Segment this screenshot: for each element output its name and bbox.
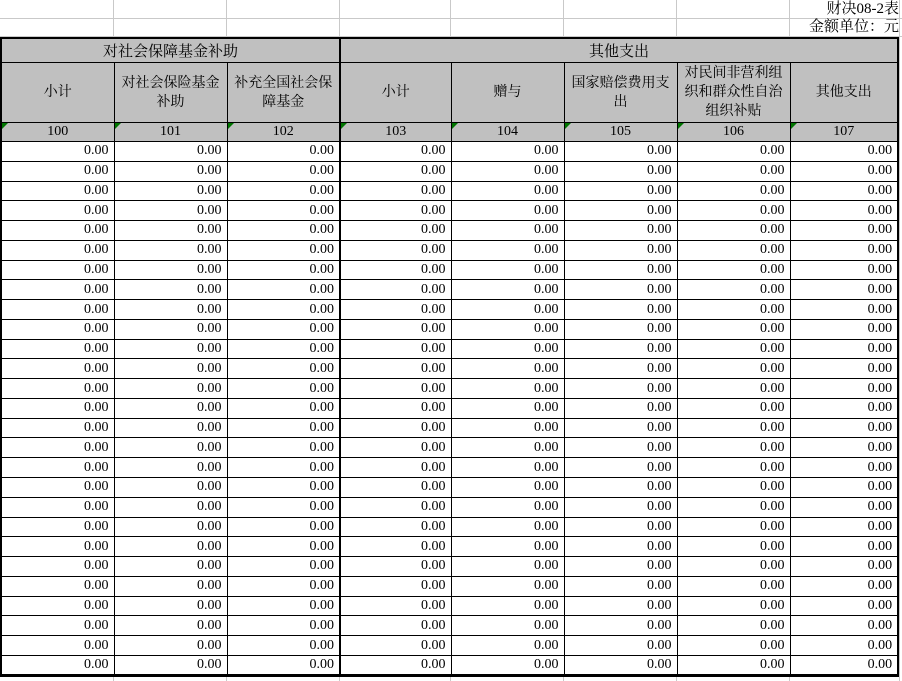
cell-value[interactable]: 0.00 <box>114 359 227 379</box>
cell-value[interactable]: 0.00 <box>790 359 898 379</box>
cell-value[interactable]: 0.00 <box>677 596 790 616</box>
cell-value[interactable]: 0.00 <box>677 616 790 636</box>
table-row <box>1 478 898 498</box>
cell-value[interactable]: 0.00 <box>114 201 227 221</box>
cell-value[interactable]: 0.00 <box>340 221 451 241</box>
cell-value[interactable]: 0.00 <box>790 398 898 418</box>
cell-value[interactable]: 0.00 <box>451 201 564 221</box>
cell-value[interactable]: 0.00 <box>1 260 114 280</box>
table-row <box>1 517 898 537</box>
cell-value[interactable]: 0.00 <box>564 359 677 379</box>
cell-value[interactable]: 0.00 <box>1 636 114 656</box>
cell-value[interactable]: 0.00 <box>227 537 340 557</box>
cell-value[interactable]: 0.00 <box>451 616 564 636</box>
cell-value[interactable]: 0.00 <box>114 497 227 517</box>
cell-value[interactable]: 0.00 <box>340 319 451 339</box>
cell-value[interactable]: 0.00 <box>564 616 677 636</box>
table-body <box>1 142 898 676</box>
cell-value[interactable]: 0.00 <box>677 201 790 221</box>
cell-value[interactable]: 0.00 <box>677 537 790 557</box>
cell-value[interactable]: 0.00 <box>790 240 898 260</box>
cell-value[interactable]: 0.00 <box>790 379 898 399</box>
cell-value[interactable]: 0.00 <box>451 458 564 478</box>
table-row <box>1 636 898 656</box>
cell-value[interactable]: 0.00 <box>790 478 898 498</box>
cell-value[interactable]: 0.00 <box>451 517 564 537</box>
cell-value[interactable]: 0.00 <box>451 418 564 438</box>
cell-value[interactable]: 0.00 <box>1 359 114 379</box>
cell-value[interactable]: 0.00 <box>677 280 790 300</box>
column-header-donation[interactable]: 赠与 <box>451 63 564 123</box>
cell-value[interactable]: 0.00 <box>227 142 340 162</box>
cell-value[interactable]: 0.00 <box>451 300 564 320</box>
cell-value[interactable]: 0.00 <box>564 379 677 399</box>
code-text: 103 <box>385 124 407 139</box>
cell-value[interactable]: 0.00 <box>677 181 790 201</box>
cell-value[interactable]: 0.00 <box>451 142 564 162</box>
gridline <box>0 18 902 19</box>
column-header-state-compensation[interactable]: 国家赔偿费用支出 <box>564 63 677 123</box>
cell-value[interactable]: 0.00 <box>564 142 677 162</box>
cell-value[interactable]: 0.00 <box>677 517 790 537</box>
cell-value[interactable]: 0.00 <box>227 201 340 221</box>
cell-value[interactable]: 0.00 <box>227 438 340 458</box>
cell-value[interactable]: 0.00 <box>677 240 790 260</box>
cell-value[interactable]: 0.00 <box>227 576 340 596</box>
cell-value[interactable]: 0.00 <box>1 240 114 260</box>
table-row <box>1 379 898 399</box>
table-row <box>1 240 898 260</box>
column-code-100[interactable] <box>1 123 114 142</box>
cell-value[interactable]: 0.00 <box>227 497 340 517</box>
cell-value[interactable]: 0.00 <box>451 240 564 260</box>
column-code-101[interactable] <box>114 123 227 142</box>
cell-value[interactable]: 0.00 <box>1 497 114 517</box>
cell-value[interactable]: 0.00 <box>340 517 451 537</box>
cell-value[interactable]: 0.00 <box>340 557 451 577</box>
cell-value[interactable]: 0.00 <box>227 478 340 498</box>
cell-value[interactable]: 0.00 <box>340 655 451 675</box>
cell-value[interactable]: 0.00 <box>114 280 227 300</box>
cell-value[interactable]: 0.00 <box>1 596 114 616</box>
cell-value[interactable]: 0.00 <box>114 161 227 181</box>
table-row <box>1 280 898 300</box>
cell-value[interactable]: 0.00 <box>790 576 898 596</box>
cell-value[interactable]: 0.00 <box>790 418 898 438</box>
cell-value[interactable]: 0.00 <box>564 181 677 201</box>
cell-value[interactable]: 0.00 <box>227 636 340 656</box>
cell-value[interactable]: 0.00 <box>451 478 564 498</box>
cell-value[interactable]: 0.00 <box>677 478 790 498</box>
cell-value[interactable]: 0.00 <box>564 339 677 359</box>
cell-value[interactable]: 0.00 <box>451 221 564 241</box>
code-text: 100 <box>47 124 69 139</box>
cell-value[interactable]: 0.00 <box>564 161 677 181</box>
cell-value[interactable]: 0.00 <box>451 438 564 458</box>
cell-value[interactable]: 0.00 <box>340 142 451 162</box>
cell-value[interactable]: 0.00 <box>1 655 114 675</box>
cell-value[interactable]: 0.00 <box>677 142 790 162</box>
cell-value[interactable]: 0.00 <box>677 260 790 280</box>
code-text: 106 <box>723 124 745 139</box>
error-marker-icon <box>115 123 121 129</box>
cell-value[interactable]: 0.00 <box>1 557 114 577</box>
cell-value[interactable]: 0.00 <box>790 517 898 537</box>
cell-value[interactable]: 0.00 <box>227 280 340 300</box>
column-code-102[interactable] <box>227 123 340 142</box>
table-row <box>1 655 898 675</box>
cell-value[interactable]: 0.00 <box>114 260 227 280</box>
cell-value[interactable]: 0.00 <box>564 260 677 280</box>
cell-value[interactable]: 0.00 <box>227 339 340 359</box>
cell-value[interactable]: 0.00 <box>227 240 340 260</box>
cell-value[interactable]: 0.00 <box>790 161 898 181</box>
cell-value[interactable]: 0.00 <box>564 596 677 616</box>
cell-value[interactable]: 0.00 <box>114 221 227 241</box>
cell-value[interactable]: 0.00 <box>340 181 451 201</box>
cell-value[interactable]: 0.00 <box>340 161 451 181</box>
cell-value[interactable]: 0.00 <box>564 497 677 517</box>
cell-value[interactable]: 0.00 <box>227 161 340 181</box>
cell-value[interactable]: 0.00 <box>1 517 114 537</box>
cell-value[interactable]: 0.00 <box>340 616 451 636</box>
cell-value[interactable]: 0.00 <box>451 398 564 418</box>
cell-value[interactable]: 0.00 <box>564 557 677 577</box>
report-table <box>0 37 899 677</box>
group-header-other-expenditure[interactable]: 其他支出 <box>340 38 898 63</box>
cell-value[interactable]: 0.00 <box>114 557 227 577</box>
table-row <box>1 221 898 241</box>
cell-value[interactable]: 0.00 <box>114 339 227 359</box>
cell-value[interactable]: 0.00 <box>227 359 340 379</box>
cell-value[interactable]: 0.00 <box>340 478 451 498</box>
cell-value[interactable]: 0.00 <box>340 458 451 478</box>
cell-value[interactable]: 0.00 <box>340 497 451 517</box>
cell-value[interactable]: 0.00 <box>1 398 114 418</box>
cell-value[interactable]: 0.00 <box>114 636 227 656</box>
cell-value[interactable]: 0.00 <box>790 458 898 478</box>
cell-value[interactable]: 0.00 <box>677 300 790 320</box>
code-text: 101 <box>160 124 181 139</box>
cell-value[interactable]: 0.00 <box>227 260 340 280</box>
cell-value[interactable]: 0.00 <box>790 280 898 300</box>
cell-value[interactable]: 0.00 <box>340 398 451 418</box>
cell-value[interactable]: 0.00 <box>114 458 227 478</box>
cell-value[interactable]: 0.00 <box>227 596 340 616</box>
cell-value[interactable]: 0.00 <box>227 655 340 675</box>
cell-value[interactable]: 0.00 <box>677 418 790 438</box>
table-row <box>1 398 898 418</box>
error-marker-icon <box>791 123 797 129</box>
cell-value[interactable]: 0.00 <box>340 359 451 379</box>
cell-value[interactable]: 0.00 <box>340 537 451 557</box>
error-marker-icon <box>2 123 8 129</box>
cell-value[interactable]: 0.00 <box>564 221 677 241</box>
cell-value[interactable]: 0.00 <box>677 359 790 379</box>
cell-value[interactable]: 0.00 <box>1 161 114 181</box>
cell-value[interactable]: 0.00 <box>340 280 451 300</box>
cell-value[interactable]: 0.00 <box>790 438 898 458</box>
cell-value[interactable]: 0.00 <box>790 142 898 162</box>
table-row <box>1 537 898 557</box>
cell-value[interactable]: 0.00 <box>1 221 114 241</box>
cell-value[interactable]: 0.00 <box>114 181 227 201</box>
cell-value[interactable]: 0.00 <box>564 280 677 300</box>
cell-value[interactable]: 0.00 <box>790 636 898 656</box>
cell-value[interactable]: 0.00 <box>340 201 451 221</box>
cell-value[interactable]: 0.00 <box>114 300 227 320</box>
cell-value[interactable]: 0.00 <box>227 300 340 320</box>
cell-value[interactable]: 0.00 <box>1 537 114 557</box>
cell-value[interactable]: 0.00 <box>114 240 227 260</box>
cell-value[interactable]: 0.00 <box>340 379 451 399</box>
cell-value[interactable]: 0.00 <box>1 300 114 320</box>
error-marker-icon <box>341 123 347 129</box>
table-row <box>1 596 898 616</box>
column-code-106[interactable] <box>677 123 790 142</box>
cell-value[interactable]: 0.00 <box>677 161 790 181</box>
cell-value[interactable]: 0.00 <box>340 596 451 616</box>
cell-value[interactable]: 0.00 <box>227 616 340 636</box>
cell-value[interactable]: 0.00 <box>1 319 114 339</box>
cell-value[interactable]: 0.00 <box>227 181 340 201</box>
cell-value[interactable]: 0.00 <box>451 636 564 656</box>
cell-value[interactable]: 0.00 <box>114 319 227 339</box>
table-row <box>1 557 898 577</box>
cell-value[interactable]: 0.00 <box>451 497 564 517</box>
cell-value[interactable]: 0.00 <box>564 418 677 438</box>
column-header-subtotal-1[interactable]: 小计 <box>1 63 114 123</box>
column-header-national-social-security-fund[interactable]: 补充全国社会保障基金 <box>227 63 340 123</box>
cell-value[interactable]: 0.00 <box>1 142 114 162</box>
cell-value[interactable]: 0.00 <box>451 537 564 557</box>
cell-value[interactable]: 0.00 <box>790 181 898 201</box>
cell-value[interactable]: 0.00 <box>564 576 677 596</box>
cell-value[interactable]: 0.00 <box>790 300 898 320</box>
cell-value[interactable]: 0.00 <box>451 280 564 300</box>
cell-value[interactable]: 0.00 <box>227 557 340 577</box>
cell-value[interactable]: 0.00 <box>790 537 898 557</box>
cell-value[interactable]: 0.00 <box>114 418 227 438</box>
cell-value[interactable]: 0.00 <box>564 537 677 557</box>
table-row <box>1 576 898 596</box>
cell-value[interactable]: 0.00 <box>227 458 340 478</box>
table-row <box>1 300 898 320</box>
cell-value[interactable]: 0.00 <box>564 240 677 260</box>
column-header-subtotal-2[interactable]: 小计 <box>340 63 451 123</box>
cell-value[interactable]: 0.00 <box>1 280 114 300</box>
cell-value[interactable]: 0.00 <box>340 576 451 596</box>
error-marker-icon <box>565 123 571 129</box>
cell-value[interactable]: 0.00 <box>677 458 790 478</box>
cell-value[interactable]: 0.00 <box>790 260 898 280</box>
cell-value[interactable]: 0.00 <box>677 557 790 577</box>
cell-value[interactable]: 0.00 <box>114 655 227 675</box>
error-marker-icon <box>228 123 234 129</box>
cell-value[interactable]: 0.00 <box>790 497 898 517</box>
cell-value[interactable]: 0.00 <box>790 616 898 636</box>
cell-value[interactable]: 0.00 <box>340 418 451 438</box>
unit-note[interactable]: 金额单位：元 <box>808 19 899 35</box>
cell-value[interactable]: 0.00 <box>340 438 451 458</box>
table-row <box>1 497 898 517</box>
cell-value[interactable]: 0.00 <box>790 339 898 359</box>
cell-value[interactable]: 0.00 <box>114 616 227 636</box>
cell-value[interactable]: 0.00 <box>340 260 451 280</box>
cell-value[interactable]: 0.00 <box>451 655 564 675</box>
cell-value[interactable]: 0.00 <box>564 636 677 656</box>
table-row <box>1 418 898 438</box>
cell-value[interactable]: 0.00 <box>564 201 677 221</box>
cell-value[interactable]: 0.00 <box>790 655 898 675</box>
cell-value[interactable]: 0.00 <box>677 497 790 517</box>
column-header-nonprofit-org-subsidy[interactable]: 对民间非营利组织和群众性自治组织补贴 <box>677 63 790 123</box>
cell-value[interactable]: 0.00 <box>340 300 451 320</box>
table-row <box>1 359 898 379</box>
cell-value[interactable]: 0.00 <box>227 379 340 399</box>
cell-value[interactable]: 0.00 <box>227 319 340 339</box>
cell-value[interactable]: 0.00 <box>227 221 340 241</box>
column-code-103[interactable] <box>340 123 451 142</box>
form-code-note[interactable]: 财决08-2表 <box>826 1 899 17</box>
error-marker-icon <box>678 123 684 129</box>
cell-value[interactable]: 0.00 <box>564 398 677 418</box>
cell-value[interactable]: 0.00 <box>677 636 790 656</box>
code-text: 107 <box>833 124 855 139</box>
cell-value[interactable]: 0.00 <box>677 438 790 458</box>
cell-value[interactable]: 0.00 <box>114 142 227 162</box>
cell-value[interactable]: 0.00 <box>227 418 340 438</box>
error-marker-icon <box>452 123 458 129</box>
cell-value[interactable]: 0.00 <box>790 319 898 339</box>
cell-value[interactable]: 0.00 <box>451 319 564 339</box>
cell-value[interactable]: 0.00 <box>451 161 564 181</box>
code-text: 104 <box>497 124 519 139</box>
table-row <box>1 142 898 162</box>
cell-value[interactable]: 0.00 <box>451 379 564 399</box>
cell-value[interactable]: 0.00 <box>1 181 114 201</box>
cell-value[interactable]: 0.00 <box>227 398 340 418</box>
cell-value[interactable]: 0.00 <box>564 319 677 339</box>
cell-value[interactable]: 0.00 <box>451 339 564 359</box>
code-text: 102 <box>272 124 294 139</box>
cell-value[interactable]: 0.00 <box>677 576 790 596</box>
cell-value[interactable]: 0.00 <box>677 339 790 359</box>
cell-value[interactable]: 0.00 <box>677 655 790 675</box>
table-row <box>1 161 898 181</box>
table-row <box>1 339 898 359</box>
column-code-105[interactable] <box>564 123 677 142</box>
column-header-other-expenditure[interactable]: 其他支出 <box>790 63 898 123</box>
table-row <box>1 616 898 636</box>
cell-value[interactable]: 0.00 <box>340 339 451 359</box>
table-row <box>1 319 898 339</box>
cell-value[interactable]: 0.00 <box>677 319 790 339</box>
cell-value[interactable]: 0.00 <box>114 596 227 616</box>
cell-value[interactable]: 0.00 <box>340 636 451 656</box>
cell-value[interactable]: 0.00 <box>564 478 677 498</box>
cell-value[interactable]: 0.00 <box>564 517 677 537</box>
cell-value[interactable]: 0.00 <box>790 201 898 221</box>
cell-value[interactable]: 0.00 <box>227 517 340 537</box>
cell-value[interactable]: 0.00 <box>1 478 114 498</box>
table-row <box>1 438 898 458</box>
cell-value[interactable]: 0.00 <box>451 260 564 280</box>
cell-value[interactable]: 0.00 <box>451 576 564 596</box>
cell-value[interactable]: 0.00 <box>677 379 790 399</box>
cell-value[interactable]: 0.00 <box>451 359 564 379</box>
cell-value[interactable]: 0.00 <box>790 596 898 616</box>
table-row <box>1 201 898 221</box>
cell-value[interactable]: 0.00 <box>1 616 114 636</box>
code-text: 105 <box>610 124 632 139</box>
cell-value[interactable]: 0.00 <box>114 517 227 537</box>
cell-value[interactable]: 0.00 <box>114 438 227 458</box>
cell-value[interactable]: 0.00 <box>790 557 898 577</box>
cell-value[interactable]: 0.00 <box>790 221 898 241</box>
table-row <box>1 458 898 478</box>
cell-value[interactable]: 0.00 <box>451 181 564 201</box>
cell-value[interactable]: 0.00 <box>1 418 114 438</box>
cell-value[interactable]: 0.00 <box>1 438 114 458</box>
group-header-social-security-fund-subsidy[interactable]: 对社会保障基金补助 <box>1 38 340 63</box>
column-code-107[interactable] <box>790 123 898 142</box>
cell-value[interactable]: 0.00 <box>1 379 114 399</box>
cell-value[interactable]: 0.00 <box>114 379 227 399</box>
cell-value[interactable]: 0.00 <box>564 300 677 320</box>
cell-value[interactable]: 0.00 <box>340 240 451 260</box>
cell-value[interactable]: 0.00 <box>114 537 227 557</box>
cell-value[interactable]: 0.00 <box>1 201 114 221</box>
table-row <box>1 181 898 201</box>
cell-value[interactable]: 0.00 <box>1 576 114 596</box>
column-header-social-insurance-fund-subsidy[interactable]: 对社会保险基金补助 <box>114 63 227 123</box>
cell-value[interactable]: 0.00 <box>451 596 564 616</box>
cell-value[interactable]: 0.00 <box>564 458 677 478</box>
cell-value[interactable]: 0.00 <box>451 557 564 577</box>
column-code-104[interactable] <box>451 123 564 142</box>
cell-value[interactable]: 0.00 <box>1 458 114 478</box>
cell-value[interactable]: 0.00 <box>564 655 677 675</box>
report-table-area <box>0 37 899 677</box>
cell-value[interactable]: 0.00 <box>564 438 677 458</box>
cell-value[interactable]: 0.00 <box>677 398 790 418</box>
cell-value[interactable]: 0.00 <box>114 576 227 596</box>
cell-value[interactable]: 0.00 <box>677 221 790 241</box>
table-row <box>1 260 898 280</box>
gridline <box>899 0 900 681</box>
cell-value[interactable]: 0.00 <box>1 339 114 359</box>
cell-value[interactable]: 0.00 <box>114 398 227 418</box>
cell-value[interactable]: 0.00 <box>114 478 227 498</box>
